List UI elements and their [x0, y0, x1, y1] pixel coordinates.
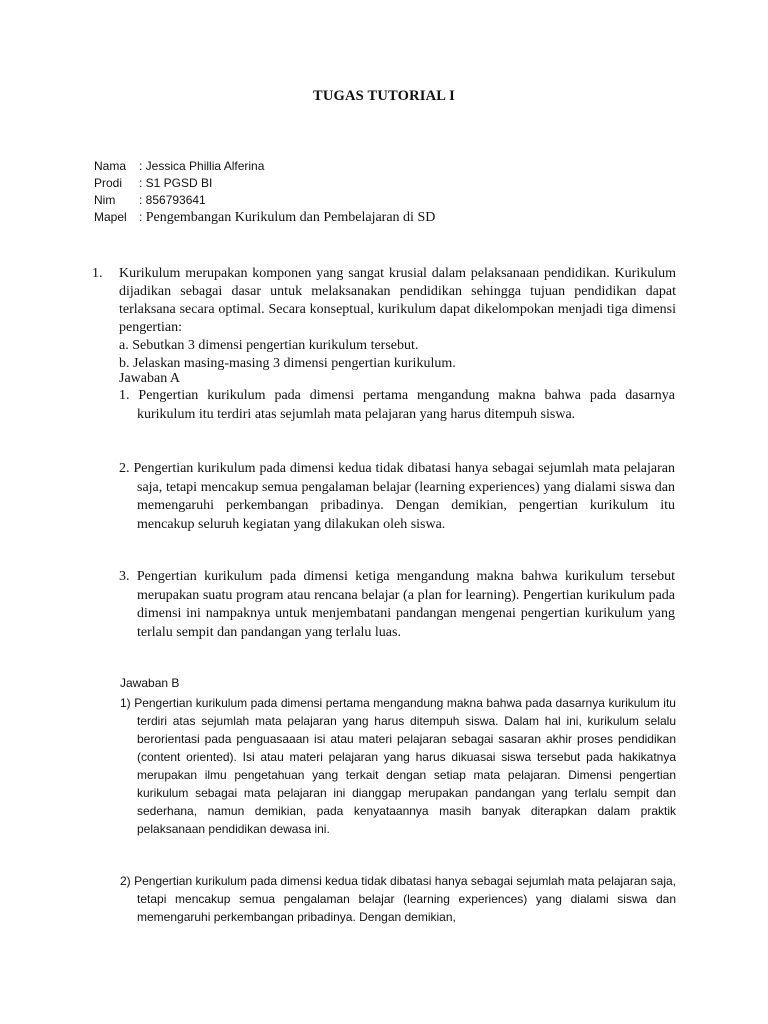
- item-number: 1.: [119, 388, 130, 403]
- question-1: [92, 265, 676, 373]
- answer-b-label: Jawaban B: [120, 676, 180, 690]
- identity-row-mapel: [94, 209, 435, 226]
- mapel-label: Mapel: [94, 210, 127, 224]
- item-text: Pengertian kurikulum pada dimensi kedua tidak dibatasi hanya sebagai sejumlah mata pelajaran saja, tetapi mencakup semua pengalaman belajar (learning experiences) yang dialami siswa dan memengaruhi perkembangan pribadinya. Dengan demikian,: [134, 874, 676, 924]
- answer-b-item-2: [120, 872, 676, 926]
- prodi-value: : S1 PGSD BI: [139, 176, 213, 190]
- item-text: Pengertian kurikulum pada dimensi pertama mengandung makna bahwa pada dasarnya kurikulum itu terdiri atas sejumlah mata pelajaran yang harus ditempuh siswa.: [137, 388, 676, 422]
- nim-value: : 856793641: [139, 193, 206, 207]
- answer-b-item-1: [120, 694, 676, 838]
- prodi-label: Prodi: [94, 176, 123, 190]
- item-text: Pengertian kurikulum pada dimensi kedua tidak dibatasi hanya sebagai sejumlah mata pelajaran saja, tetapi mencakup semua pengalaman belajar (learning experiences) yang dialami siswa dan memengaruhi perkembangan pribadinya. Dengan demikian, pengertian kurikulum itu mencakup seluruh kegiatan yang dilakukan oleh siswa.: [133, 461, 676, 532]
- identity-row-nama: [94, 158, 435, 175]
- identity-row-nim: [94, 192, 435, 209]
- item-text: Pengertian kurikulum pada dimensi ketiga mengandung makna bahwa kurikulum tersebut merupakan suatu program atau rencana belajar (a plan for learning). Pengertian kurikulum pada dimensi ini nampaknya untuk menjembatani pandangan mengenai pengertian kurikulum yang terlalu sempit dan pandangan yang terlalu luas.: [136, 569, 675, 640]
- question-number: 1.: [92, 266, 103, 281]
- item-text: Pengertian kurikulum pada dimensi pertama mengandung makna bahwa pada dasarnya kurikulum itu terdiri atas sejumlah mata pelajaran yang harus ditempuh siswa. Dalam hal ini, kurikulum selalu berorientasi pada penguasaaan isi atau materi pelajaran sebagai sasaran akhir proses pendidikan (content oriented). Isi atau materi pelajaran yang harus dikuasai siswa tersebut pada hakikatnya merupakan ilmu pengetahuan yang terkait dengan setiap mata pelajaran. Dimensi pengertian kurikulum sebagai mata pelajaran ini dianggap merupakan pandangan yang terlalu sempit dan sederhana, namun demikian, pada kenyataannya masih banyak diterapkan dalam praktik pelaksanaan pendidikan dewasa ini.: [134, 696, 676, 836]
- identity-row-prodi: [94, 175, 435, 192]
- item-number: 2.: [119, 461, 130, 476]
- answer-a-item-2: [119, 460, 675, 534]
- item-number: 1): [120, 696, 131, 710]
- student-identity: [94, 158, 435, 226]
- question-text: Kurikulum merupakan komponen yang sangat krusial dalam pelaksanaan pendidikan. Kurikulum dijadikan sebagai dasar untuk melaksanakan pendidikan sehingga tujuan pendidikan dapat terlaksana secara optimal. Secara konseptual, kurikulum dapat dikelompokan menjadi tiga dimensi pengertian:: [119, 266, 676, 335]
- question-sub-b: b. Jelaskan masing-masing 3 dimensi pengertian kurikulum.: [119, 356, 456, 371]
- answer-a-item-3: [119, 568, 675, 642]
- mapel-value: Pengembangan Kurikulum dan Pembelajaran di SD: [145, 210, 436, 225]
- nim-label: Nim: [94, 193, 116, 207]
- answer-a-label: Jawaban A: [119, 371, 181, 386]
- item-number: 3.: [119, 569, 130, 584]
- item-number: 2): [120, 874, 131, 888]
- answer-a-item-1: [119, 387, 675, 424]
- mapel-colon: :: [139, 210, 143, 224]
- question-sub-a: a. Sebutkan 3 dimensi pengertian kurikulum tersebut.: [119, 338, 419, 353]
- nama-label: Nama: [94, 159, 127, 173]
- nama-value: : Jessica Phillia Alferina: [139, 159, 265, 173]
- page-title: TUGAS TUTORIAL I: [312, 88, 456, 104]
